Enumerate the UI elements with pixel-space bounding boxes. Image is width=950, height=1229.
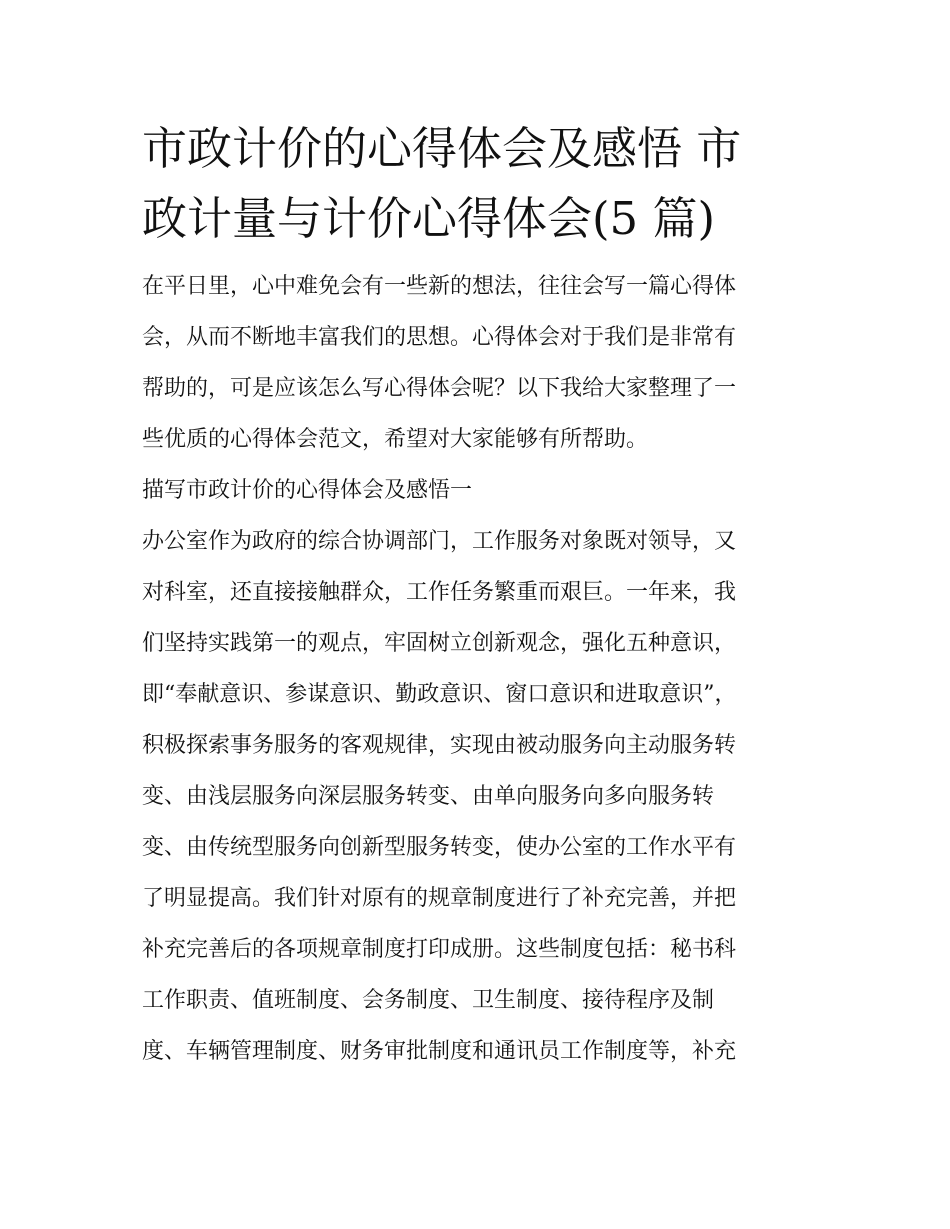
text-line: 对科室，还直接接触群众，工作任务繁重而艰巨。一年来，我 — [142, 580, 737, 605]
text-line: 了明显提高。我们针对原有的规章制度进行了补充完善，并把 — [142, 886, 737, 911]
text-line: 变、由浅层服务向深层服务转变、由单向服务向多向服务转 — [142, 784, 715, 809]
text-line: 工作职责、值班制度、会务制度、卫生制度、接待程序及制 — [142, 988, 715, 1013]
title-line: 市政计价的心得体会及感悟 市 — [142, 122, 742, 175]
text-line: 办公室作为政府的综合协调部门，工作服务对象既对领导，又 — [142, 529, 737, 554]
text-line: 些优质的心得体会范文，希望对大家能够有所帮助。 — [142, 427, 649, 452]
text-line: 们坚持实践第一的观点，牢固树立创新观念，强化五种意识， — [142, 631, 737, 656]
text-line: 会，从而不断地丰富我们的思想。心得体会对于我们是非常有 — [142, 325, 737, 350]
section-heading — [142, 465, 814, 516]
body-paragraph — [142, 516, 814, 1077]
text-line: 补充完善后的各项规章制度打印成册。这些制度包括：秘书科 — [142, 937, 737, 962]
title-line: 政计量与计价心得体会(5 篇) — [142, 192, 716, 245]
text-line: 度、车辆管理制度、财务审批制度和通讯员工作制度等，补充 — [142, 1039, 737, 1064]
text-line: 积极探索事务服务的客观规律，实现由被动服务向主动服务转 — [142, 733, 737, 758]
text-line: 即“奉献意识、参谋意识、勤政意识、窗口意识和进取意识”， — [142, 682, 737, 707]
document-content — [142, 114, 814, 1077]
text-line: 帮助的，可是应该怎么写心得体会呢？以下我给大家整理了一 — [142, 376, 737, 401]
section-heading-text: 描写市政计价的心得体会及感悟一 — [142, 478, 473, 503]
intro-paragraph — [142, 261, 814, 465]
text-line: 变、由传统型服务向创新型服务转变，使办公室的工作水平有 — [142, 835, 737, 860]
text-line: 在平日里，心中难免会有一些新的想法，往往会写一篇心得体 — [142, 274, 737, 299]
document-title — [142, 114, 814, 254]
